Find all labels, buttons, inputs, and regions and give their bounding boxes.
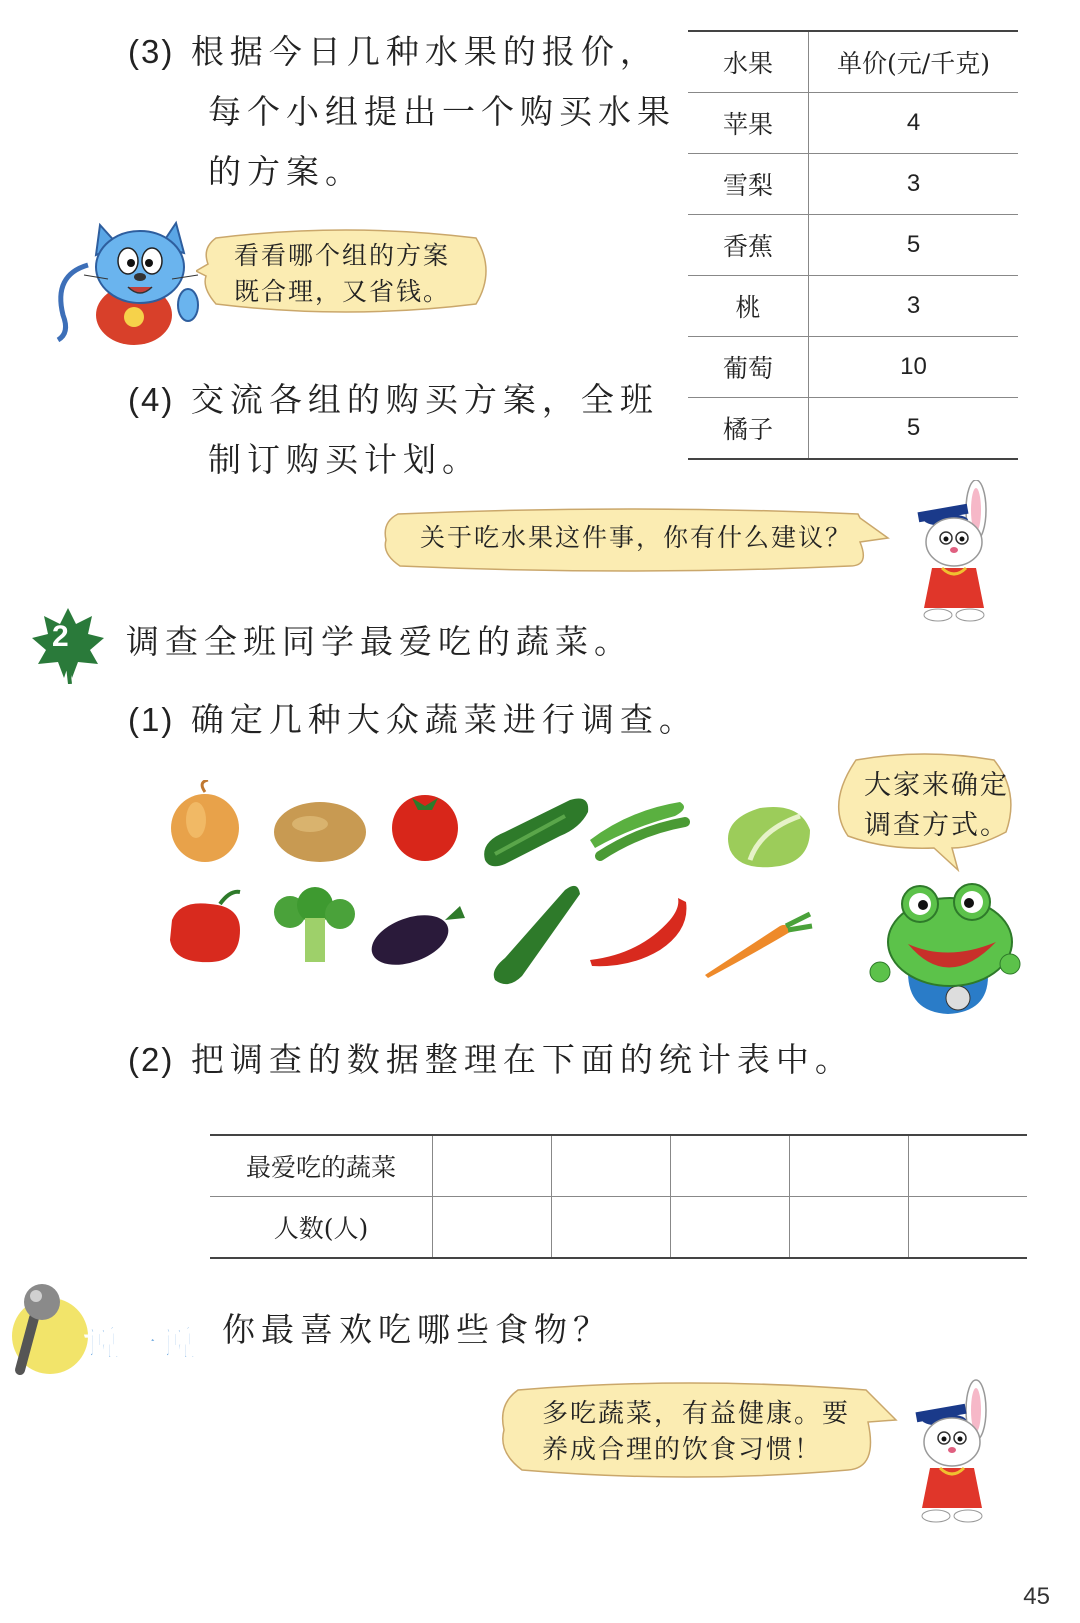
- question-3-line-1: 根据今日几种水果的报价，: [190, 32, 659, 71]
- fruit-price: 3: [809, 276, 1019, 337]
- survey-blank-cell[interactable]: [790, 1197, 909, 1259]
- peas-icon: [590, 802, 685, 856]
- fruit-name: 葡萄: [688, 337, 809, 398]
- carrot-icon: [705, 914, 812, 978]
- broccoli-icon: [274, 887, 355, 962]
- table-row: [688, 154, 1018, 215]
- eggplant-icon: [365, 906, 465, 975]
- survey-blank-cell[interactable]: [433, 1135, 552, 1197]
- onion-icon: [171, 780, 239, 862]
- survey-blank-cell[interactable]: [790, 1135, 909, 1197]
- frog-mascot: [868, 872, 1028, 1022]
- section-2-question-1: [128, 690, 698, 750]
- question-4-line-2: 制订购买计划。: [208, 440, 481, 479]
- fruit-name: 香蕉: [688, 215, 809, 276]
- fruit-price-table: [688, 30, 1018, 460]
- rabbit-bubble-2-line-1: 多吃蔬菜，有益健康。要: [542, 1399, 851, 1429]
- survey-table: [210, 1134, 1027, 1259]
- survey-blank-cell[interactable]: [552, 1197, 671, 1259]
- section-2-question-2: [128, 1030, 854, 1090]
- question-4: [128, 370, 688, 490]
- table-row: [688, 337, 1018, 398]
- survey-blank-cell[interactable]: [909, 1197, 1028, 1259]
- rabbit-speech-bubble-2: [498, 1380, 898, 1480]
- question-3-line-2: 每个小组提出一个购买水果: [208, 92, 676, 131]
- zucchini-icon: [484, 799, 588, 867]
- section-2-title: 调查全班同学最爱吃的蔬菜。: [126, 622, 633, 661]
- question-3-marker: (3): [128, 33, 175, 70]
- section-2-number: 2: [52, 620, 69, 653]
- potato-icon: [274, 802, 366, 862]
- question-4-line-1: 交流各组的购买方案，全班: [190, 380, 659, 419]
- frog-speech-bubble: [826, 752, 1022, 872]
- fruit-price: 10: [809, 337, 1019, 398]
- table-header-row: [688, 31, 1018, 93]
- cat-bubble-line-1: 看看哪个组的方案: [234, 241, 451, 270]
- fruit-name: 橘子: [688, 398, 809, 460]
- survey-row-label-vegetable: 最爱吃的蔬菜: [210, 1135, 433, 1197]
- survey-row-label-count: 人数(人): [210, 1197, 433, 1259]
- survey-blank-cell[interactable]: [909, 1135, 1028, 1197]
- question-3: [128, 22, 688, 202]
- survey-blank-cell[interactable]: [671, 1135, 790, 1197]
- chili-pepper-icon: [590, 898, 686, 966]
- cucumber-icon: [494, 886, 580, 984]
- fruit-name: 桃: [688, 276, 809, 337]
- blue-cat-mascot: [48, 205, 208, 350]
- rabbit-speech-bubble-1: [380, 508, 892, 572]
- cat-speech-bubble: [196, 226, 496, 316]
- table-row: [688, 93, 1018, 154]
- table-row: [688, 215, 1018, 276]
- fruit-price: 3: [809, 154, 1019, 215]
- table-row: [688, 398, 1018, 460]
- section-2-question-2-text: 把调查的数据整理在下面的统计表中。: [190, 1040, 854, 1079]
- tomato-icon: [392, 795, 458, 861]
- rabbit-mascot: [898, 480, 1018, 625]
- page-number: 45: [1023, 1583, 1050, 1610]
- table-row: [688, 276, 1018, 337]
- table-row: [210, 1135, 1027, 1197]
- survey-blank-cell[interactable]: [433, 1197, 552, 1259]
- say-it-label: 说一说: [84, 1324, 199, 1365]
- cabbage-icon: [728, 807, 810, 867]
- cat-bubble-line-2: 既合理，又省钱。: [234, 277, 451, 306]
- rabbit-mascot: [896, 1378, 1016, 1528]
- fruit-price: 4: [809, 93, 1019, 154]
- fruit-price: 5: [809, 215, 1019, 276]
- bell-pepper-icon: [170, 892, 240, 962]
- frog-bubble-line-1: 大家来确定: [864, 770, 1009, 801]
- header-unit-price: 单价(元/千克): [809, 31, 1019, 93]
- table-row: [210, 1197, 1027, 1259]
- section-2-question-2-marker: (2): [128, 1041, 175, 1078]
- frog-bubble-line-2: 调查方式。: [864, 810, 1009, 841]
- fruit-price: 5: [809, 398, 1019, 460]
- section-2-question-1-text: 确定几种大众蔬菜进行调查。: [190, 700, 698, 739]
- survey-blank-cell[interactable]: [552, 1135, 671, 1197]
- question-3-line-3: 的方案。: [208, 152, 364, 191]
- vegetables-illustration: [160, 780, 840, 1010]
- survey-blank-cell[interactable]: [671, 1197, 790, 1259]
- fruit-name: 雪梨: [688, 154, 809, 215]
- header-fruit: 水果: [688, 31, 809, 93]
- section-2-question-1-marker: (1): [128, 701, 175, 738]
- rabbit-bubble-1-text: 关于吃水果这件事，你有什么建议？: [420, 523, 853, 552]
- say-it-question: 你最喜欢吃哪些食物？: [222, 1310, 612, 1349]
- question-4-marker: (4): [128, 381, 175, 418]
- fruit-name: 苹果: [688, 93, 809, 154]
- rabbit-bubble-2-line-2: 养成合理的饮食习惯！: [542, 1435, 823, 1465]
